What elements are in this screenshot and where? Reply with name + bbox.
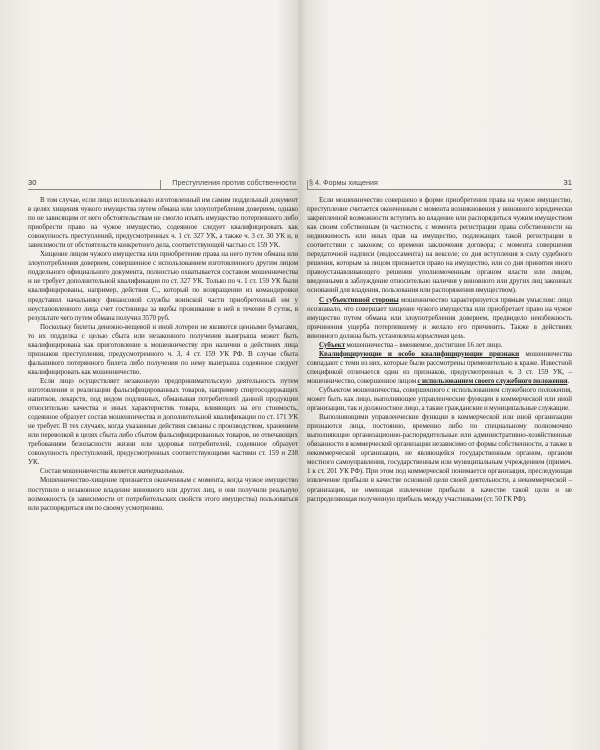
paragraph-material-composition: Состав мошенничества является материальным. [40,467,185,476]
right-page-body [307,196,572,504]
paragraph: Мошенничество-хищение признается оконченным с момента, когда чужое имущество поступило в незаконное владение виновного или других лиц, и они получили реальную возможность (в зависимости от потребительских свойств этого имущества) пользоваться или распорядиться им по своему усмотрению. [28,476,298,512]
italic-term: корыстная цель [416,331,464,340]
paragraph: Хищение лицом чужого имущества или приобретение права на него путем обмана или злоупотребления доверием, совершенное с использованием изготовленного другим лицом поддельного официального документа, полностью охватывается составом мошенничества и не требует дополнительной квалификации по ст. 327 УК. Только по ч. 1 ст. 159 УК были квалифицированы, например, действия С., который по возвращении из командировки представил начальнику финансовой службы воинской части приобретенный им у неустановленного лица счет гостиницы за якобы проживание в ней в течение 8 суток, в результате чего путем обмана получил 3570 руб. [28,250,298,322]
right-page-header [307,176,572,190]
paragraph: Поскольку билеты денежно-вещевой и иной лотереи не являются ценными бумагами, то их подделка с целью сбыта или незаконного получения выигрыша может быть квалифицирована как приготовление к мошенничеству при наличии в действиях лица признаков преступления, предусмотренного ч. 3, 4 ст. 159 УК РФ. В случае сбыта фальшивого потерянного билета либо получения по нему выигрыша содеянное следует квалифицировать как мошенничество. [28,322,298,376]
bold-term: Субъект [319,340,346,349]
paragraph: Если лицо осуществляет незаконную предпринимательскую деятельность путем изготовления и реализации фальсифицированных товаров, например спиртосодержащих напитков, лекарств, под видом подлинных, обманывая потребителей данной продукции относительно качества и иных характеристик товара, влияющих на его стоимость, содеянное образует состав мошенничества и дополнительной квалификации по ст. 171 УК не требует. В тех случаях, когда указанные действия связаны с производством, хранением или перевозкой в целях сбыта либо сбытом фальсифицированных товаров, не отвечающих требованиям безопасности жизни или здоровья потребителей, содеянное образует совокупность преступлений, предусмотренных соответствующими частями ст. 159 и 238 УК. [28,376,298,467]
left-page [28,176,298,513]
paragraph-subjective-side: С субъективной стороны мошенничество характеризуется прямым умыслом: лицо осознавало, что совершает хищение чужого имущества или приобретает право на чужое имущество путем обмана или злоупотребления доверием, предвидело неизбежность причинения ущерба потерпевшему и желало его причинить. Также в действиях виновного должна быть установлена корыстная цель. [307,295,572,340]
paragraph: Субъектом мошенничества, совершенного с использованием служебного положения, может быть как лицо, выполняющее управленческие функции в коммерческой или иной организации, так и должностное лицо, а также гражданские и муниципальные служащие. [307,385,572,413]
right-page [307,176,572,504]
left-page-number: 30 [28,178,37,187]
right-page-number: 31 [563,178,572,187]
bold-term: Квалифицирующие и особо квалифицирующие признаки [319,349,520,358]
italic-term: материальным [137,467,183,476]
left-page-body [28,196,298,513]
right-running-title: § 4. Формы хищения [309,178,378,187]
paragraph-qualifying: Квалифицирующие и особо квалифицирующие признаки мошенничества совпадают с теми из них, которые были рассмотрены применительно к краже. Известной спецификой отличается один из признаков, предусмотренных ч. 3 ст. 159 УК, – мошенничество, совершенное лицом с использованием своего служебного положения. [307,349,572,385]
left-running-title: Преступления против собственности [172,178,296,187]
paragraph-subject: Субъект мошенничества – вменяемое, достигшее 16 лет лицо. [319,340,503,349]
left-page-header [28,176,298,190]
paragraph: Если мошенничество совершено в форме приобретения права на чужое имущество, преступление считается оконченным с момента возникновения у виновного юридически закрепленной возможности вступить во владение или распорядиться чужим имуществом как своим собственным (в частности, с момента регистрации права собственности на недвижимость или иных прав на имущество, подлежащих такой регистрации в соответствии с законом; со времени заключения договора; с момента совершения передаточной надписи (индоссамента) на векселе; со дня вступления в силу судебного решения, которым за лицом признается право на имущество, или со дня принятия иного правоустанавливающего решения уполномоченным органом власти или лицом, введенными в заблуждение относительно наличия у виновного или других лиц законных оснований для владения, пользования или распоряжения имуществом). [307,196,572,295]
bold-term: С субъективной стороны [319,295,399,304]
bold-term: с использованием своего служебного положения [417,376,568,385]
paragraph: Выполняющими управленческие функции в коммерческой или иной организации признаются лица, постоянно, временно либо по специальному полномочию выполняющие организационно-распорядительные или административно-хозяйственные обязанности в коммерческой организации независимо от формы собственности, а также в некоммерческой организации, не являющейся государственным органом, органом местного самоуправления, государственным или муниципальным учреждением (примеч. 1 к ст. 201 УК РФ). При этом под коммерческой понимается организация, преследующая извлечение прибыли в качестве основной цели своей деятельности, а некоммерческой – организация, не имеющая извлечение прибыли в качестве такой цели и не распределяющая полученную прибыль между участниками (ст. 50 ГК РФ). [307,413,572,503]
paragraph: В том случае, если лицо использовало изготовленный им самим поддельный документ в целях хищения чужого имущества путем обмана или злоупотребления доверием, однако по не зависящим от него обстоятельствам не смогло изъять имущество потерпевшего либо приобрести право на чужое имущество, содеянное следует квалифицировать как совокупность преступлений, предусмотренных ч. 1 ст. 327 УК, а также ч. 3 ст. 30 УК и, в зависимости от обстоятельств конкретного дела, соответствующей частью ст. 159 УК. [28,196,298,250]
